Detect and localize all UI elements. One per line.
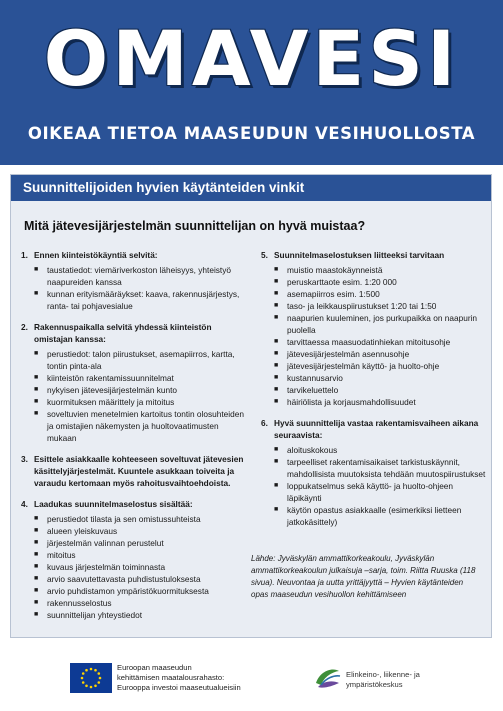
section-number: 1. [21, 250, 28, 260]
header-tagline: OIKEAA TIETOA MAASEUDUN VESIHUOLLOSTA [27, 124, 476, 143]
list-item [34, 384, 249, 396]
eu-line: kehittämisen maatalousrahasto: [117, 673, 225, 682]
list-item [274, 360, 487, 372]
numbered-section [261, 249, 487, 408]
section-number: 3. [21, 454, 28, 464]
list-item-text: peruskarttaote esim. 1:20 000 [287, 277, 397, 287]
list-item-text: soveltuvien menetelmien kartoitus tontin olosuhteiden ja omistajien näkemysten ja huoltovaatimusten mukaan [47, 409, 244, 443]
list-item-text: perustiedot tilasta ja sen omistussuhteista [47, 514, 201, 524]
square-bullet-icon: ■ [34, 386, 39, 393]
list-item-text: perustiedot: talon piirustukset, asemapiirros, kartta, tontin pinta-ala [47, 349, 235, 371]
section-heading: Suunnitelmaselostuksen liitteeksi tarvitaan [274, 250, 445, 260]
square-bullet-icon: ■ [274, 338, 279, 345]
eu-fund-text [117, 663, 241, 693]
list-item [34, 597, 249, 609]
list-item [34, 585, 249, 597]
square-bullet-icon: ■ [34, 539, 39, 546]
ely-text [346, 670, 420, 690]
list-item-text: alueen yleiskuvaus [47, 526, 118, 536]
list-item [34, 513, 249, 525]
list-item [274, 276, 487, 288]
list-item-text: kuormituksen määrittely ja mitoitus [47, 397, 175, 407]
list-item-text: kuvaus järjestelmän toiminnasta [47, 562, 166, 572]
square-bullet-icon: ■ [34, 398, 39, 405]
list-item-text: käytön opastus asiakkaalle (esimerkiksi lietteen jatkokäsittely) [287, 505, 462, 527]
list-item-text: suunnittelijan yhteystiedot [47, 610, 143, 620]
right-column [261, 249, 487, 537]
list-item-text: häiriölista ja korjausmahdollisuudet [287, 397, 416, 407]
list-item [274, 396, 487, 408]
numbered-section [21, 498, 249, 621]
list-item [274, 348, 487, 360]
list-item [34, 396, 249, 408]
square-bullet-icon: ■ [34, 611, 39, 618]
list-item [34, 573, 249, 585]
list-item [274, 288, 487, 300]
omavesi-logo: OMAVESI [43, 14, 460, 103]
numbered-section [261, 417, 487, 528]
list-item [274, 264, 487, 276]
list-item-text: arvio saavutettavasta puhdistustuloksesta [47, 574, 201, 584]
list-item-text: taso- ja leikkauspiirustukset 1:20 tai 1:50 [287, 301, 437, 311]
list-item [34, 408, 249, 444]
square-bullet-icon: ■ [34, 350, 39, 357]
list-item-text: naapurien kuuleminen, jos purkupaikka on naapurin puolella [287, 313, 478, 335]
square-bullet-icon: ■ [34, 527, 39, 534]
square-bullet-icon: ■ [274, 506, 279, 513]
bullet-list [261, 264, 487, 408]
section-title [21, 321, 249, 345]
bullet-list [261, 444, 487, 528]
list-item [274, 504, 487, 528]
section-title [261, 417, 487, 441]
square-bullet-icon: ■ [274, 350, 279, 357]
list-item-text: taustatiedot: viemäriverkoston läheisyys, yhteistyö naapureiden kanssa [47, 265, 231, 287]
list-item-text: kustannusarvio [287, 373, 343, 383]
section-title [21, 249, 249, 261]
eu-flag-icon [70, 663, 112, 693]
square-bullet-icon: ■ [274, 266, 279, 273]
square-bullet-icon: ■ [274, 446, 279, 453]
list-item-text: asemapiirros esim. 1:500 [287, 289, 380, 299]
left-column [21, 249, 249, 630]
list-item-text: nykyisen jätevesijärjestelmän kunto [47, 385, 178, 395]
section-title [261, 249, 487, 261]
list-item [34, 372, 249, 384]
ely-leaf-icon [312, 663, 342, 693]
list-item [274, 456, 487, 480]
list-item [34, 609, 249, 621]
list-item [274, 312, 487, 336]
numbered-section [21, 321, 249, 444]
list-item [34, 549, 249, 561]
ely-line: ympäristökeskus [346, 680, 403, 689]
list-item [34, 561, 249, 573]
list-item [274, 300, 487, 312]
square-bullet-icon: ■ [274, 458, 279, 465]
square-bullet-icon: ■ [274, 278, 279, 285]
list-item-text: jätevesijärjestelmän asennusohje [287, 349, 410, 359]
square-bullet-icon: ■ [274, 398, 279, 405]
section-heading: Rakennuspaikalla selvitä yhdessä kiinteistön omistajan kanssa: [34, 322, 212, 344]
square-bullet-icon: ■ [274, 362, 279, 369]
section-number: 6. [261, 418, 268, 428]
numbered-section [21, 249, 249, 312]
list-item-text: mitoitus [47, 550, 76, 560]
list-item [34, 525, 249, 537]
section-heading: Laadukas suunnitelmaselostus sisältää: [34, 499, 193, 509]
list-item-text: muistio maastokäynneistä [287, 265, 383, 275]
list-item-text: järjestelmän valinnan perustelut [47, 538, 164, 548]
list-item-text: jätevesijärjestelmän käyttö- ja huolto-ohje [287, 361, 440, 371]
list-item [34, 348, 249, 372]
square-bullet-icon: ■ [274, 302, 279, 309]
bullet-list [21, 264, 249, 312]
square-bullet-icon: ■ [34, 515, 39, 522]
list-item [34, 288, 249, 312]
list-item [274, 444, 487, 456]
numbered-section [21, 453, 249, 489]
list-item-text: tarpeelliset rakentamisaikaiset tarkistuskäynnit, mahdollisista muutoksista tehdään muutospiirustukset [287, 457, 486, 479]
square-bullet-icon: ■ [34, 551, 39, 558]
square-bullet-icon: ■ [274, 374, 279, 381]
ely-line: Elinkeino-, liikenne- ja [346, 670, 420, 679]
eu-line: Euroopan maaseudun [117, 663, 192, 672]
section-number: 2. [21, 322, 28, 332]
list-item-text: loppukatselmus sekä käyttö- ja huolto-ohjeen läpikäynti [287, 481, 454, 503]
square-bullet-icon: ■ [34, 410, 39, 417]
list-item [274, 384, 487, 396]
list-item [274, 336, 487, 348]
list-item-text: kunnan erityismääräykset: kaava, rakennusjärjestys, ranta- tai pohjavesialue [47, 289, 240, 311]
square-bullet-icon: ■ [34, 290, 39, 297]
section-title [21, 498, 249, 510]
tips-panel [10, 174, 492, 638]
list-item-text: aloituskokous [287, 445, 338, 455]
square-bullet-icon: ■ [34, 563, 39, 570]
list-item [34, 537, 249, 549]
list-item-text: rakennusselostus [47, 598, 112, 608]
square-bullet-icon: ■ [34, 587, 39, 594]
section-number: 5. [261, 250, 268, 260]
square-bullet-icon: ■ [274, 314, 279, 321]
list-item-text: tarvittaessa maasuodatinhiekan mitoitusohje [287, 337, 451, 347]
footer [0, 645, 503, 711]
square-bullet-icon: ■ [274, 386, 279, 393]
section-title [21, 453, 249, 489]
source-note: Lähde: Jyväskylän ammattikorkeakoulu, Jyväskylän ammattikorkeakoulun julkaisuja –sarja, toim. Riitta Ruuska (118 sivua). Neuvontaa ja uutta yrittäjyyttä – Hyvien käytänteiden opas maaseudun vesihuollon kehittämiseen [251, 554, 476, 599]
list-item-text: tarvikeluettelo [287, 385, 339, 395]
section-heading: Ennen kiinteistökäyntiä selvitä: [34, 250, 158, 260]
section-heading: Esittele asiakkaalle kohteeseen soveltuvat jätevesien käsittelyjärjestelmät. Kuuntele asukkaan toiveita ja varaudu kertomaan myös rahoitusvaihtoehdoista. [34, 454, 244, 488]
square-bullet-icon: ■ [34, 266, 39, 273]
section-heading: Hyvä suunnittelija vastaa rakentamisvaiheen aikana seuraavista: [274, 418, 479, 440]
bullet-list [21, 348, 249, 444]
panel-question: Mitä jätevesijärjestelmän suunnittelijan on hyvä muistaa? [24, 219, 366, 233]
panel-title: Suunnittelijoiden hyvien käytänteiden vinkit [11, 175, 491, 201]
bullet-list [21, 513, 249, 621]
list-item [34, 264, 249, 288]
square-bullet-icon: ■ [274, 482, 279, 489]
eu-line: Eurooppa investoi maaseutualueisiin [117, 683, 241, 692]
section-number: 4. [21, 499, 28, 509]
square-bullet-icon: ■ [34, 599, 39, 606]
list-item [274, 372, 487, 384]
list-item-text: kiinteistön rakentamissuunnitelmat [47, 373, 174, 383]
square-bullet-icon: ■ [34, 575, 39, 582]
header-banner [0, 0, 503, 165]
square-bullet-icon: ■ [274, 290, 279, 297]
list-item-text: arvio puhdistamon ympäristökuormituksesta [47, 586, 209, 596]
list-item [274, 480, 487, 504]
square-bullet-icon: ■ [34, 374, 39, 381]
